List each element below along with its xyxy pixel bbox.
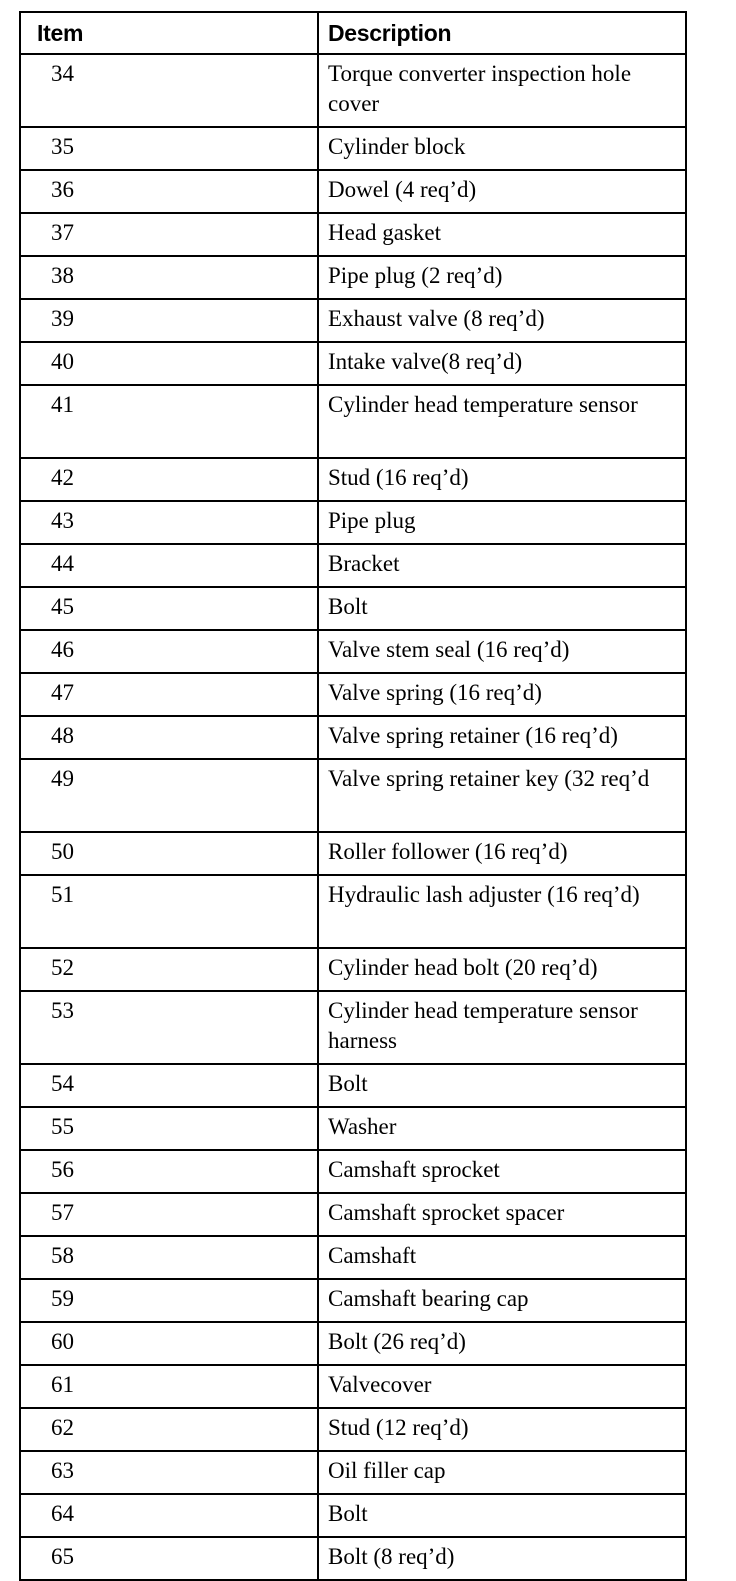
item-description: Cylinder head temperature sensor harness: [318, 991, 686, 1064]
table-row: [20, 342, 686, 385]
table-row: [20, 875, 686, 948]
item-number: 38: [20, 256, 318, 299]
item-number: 44: [20, 544, 318, 587]
item-description: Cylinder head temperature sensor: [318, 385, 686, 458]
table-row: [20, 630, 686, 673]
item-number: 46: [20, 630, 318, 673]
item-number: 62: [20, 1408, 318, 1451]
item-number: 41: [20, 385, 318, 458]
item-description: Exhaust valve (8 req’d): [318, 299, 686, 342]
item-description: Stud (16 req’d): [318, 458, 686, 501]
item-number: 40: [20, 342, 318, 385]
table-row: [20, 832, 686, 875]
item-number: 37: [20, 213, 318, 256]
item-number: 42: [20, 458, 318, 501]
item-description: Valvecover: [318, 1365, 686, 1408]
table-row: [20, 1107, 686, 1150]
parts-table: [19, 11, 687, 1581]
table-row: [20, 1408, 686, 1451]
item-description: Valve spring retainer (16 req’d): [318, 716, 686, 759]
item-description: Camshaft sprocket spacer: [318, 1193, 686, 1236]
item-description: Roller follower (16 req’d): [318, 832, 686, 875]
item-number: 61: [20, 1365, 318, 1408]
item-description: Dowel (4 req’d): [318, 170, 686, 213]
item-number: 55: [20, 1107, 318, 1150]
header-item: Item: [20, 12, 318, 54]
item-number: 59: [20, 1279, 318, 1322]
item-description: Washer: [318, 1107, 686, 1150]
item-number: 36: [20, 170, 318, 213]
item-description: Bracket: [318, 544, 686, 587]
table-row: [20, 1322, 686, 1365]
item-number: 53: [20, 991, 318, 1064]
item-description: Pipe plug: [318, 501, 686, 544]
item-number: 63: [20, 1451, 318, 1494]
item-number: 60: [20, 1322, 318, 1365]
item-description: Stud (12 req’d): [318, 1408, 686, 1451]
table-row: [20, 1279, 686, 1322]
parts-rows: [20, 54, 686, 1580]
header-row: [20, 12, 686, 54]
item-number: 48: [20, 716, 318, 759]
table-row: [20, 759, 686, 832]
item-description: Bolt (8 req’d): [318, 1537, 686, 1580]
item-description: Head gasket: [318, 213, 686, 256]
item-description: Bolt (26 req’d): [318, 1322, 686, 1365]
item-number: 56: [20, 1150, 318, 1193]
item-description: Camshaft bearing cap: [318, 1279, 686, 1322]
item-description: Camshaft sprocket: [318, 1150, 686, 1193]
item-description: Bolt: [318, 1494, 686, 1537]
item-number: 45: [20, 587, 318, 630]
item-description: Oil filler cap: [318, 1451, 686, 1494]
item-number: 34: [20, 54, 318, 127]
item-number: 47: [20, 673, 318, 716]
table-row: [20, 544, 686, 587]
table-row: [20, 213, 686, 256]
table-row: [20, 1494, 686, 1537]
header-description: Description: [318, 12, 686, 54]
item-number: 39: [20, 299, 318, 342]
item-number: 64: [20, 1494, 318, 1537]
table-row: [20, 299, 686, 342]
item-number: 54: [20, 1064, 318, 1107]
table-row: [20, 127, 686, 170]
table-row: [20, 673, 686, 716]
table-row: [20, 991, 686, 1064]
table-row: [20, 385, 686, 458]
item-description: Bolt: [318, 587, 686, 630]
table-row: [20, 256, 686, 299]
table-row: [20, 501, 686, 544]
item-description: Hydraulic lash adjuster (16 req’d): [318, 875, 686, 948]
item-number: 51: [20, 875, 318, 948]
item-number: 50: [20, 832, 318, 875]
item-description: Intake valve(8 req’d): [318, 342, 686, 385]
item-number: 58: [20, 1236, 318, 1279]
item-number: 65: [20, 1537, 318, 1580]
item-number: 49: [20, 759, 318, 832]
item-description: Pipe plug (2 req’d): [318, 256, 686, 299]
table-row: [20, 54, 686, 127]
table-row: [20, 948, 686, 991]
table-row: [20, 1236, 686, 1279]
item-description: Bolt: [318, 1064, 686, 1107]
item-number: 35: [20, 127, 318, 170]
item-number: 52: [20, 948, 318, 991]
table-row: [20, 1193, 686, 1236]
item-description: Valve stem seal (16 req’d): [318, 630, 686, 673]
table-row: [20, 458, 686, 501]
item-description: Cylinder block: [318, 127, 686, 170]
item-number: 57: [20, 1193, 318, 1236]
table-row: [20, 587, 686, 630]
item-number: 43: [20, 501, 318, 544]
table-row: [20, 1451, 686, 1494]
table-row: [20, 1537, 686, 1580]
table-row: [20, 716, 686, 759]
table-row: [20, 1064, 686, 1107]
item-description: Valve spring (16 req’d): [318, 673, 686, 716]
item-description: Valve spring retainer key (32 req’d: [318, 759, 686, 832]
item-description: Torque converter inspection hole cover: [318, 54, 686, 127]
item-description: Cylinder head bolt (20 req’d): [318, 948, 686, 991]
item-description: Camshaft: [318, 1236, 686, 1279]
table-row: [20, 170, 686, 213]
table-row: [20, 1150, 686, 1193]
table-row: [20, 1365, 686, 1408]
